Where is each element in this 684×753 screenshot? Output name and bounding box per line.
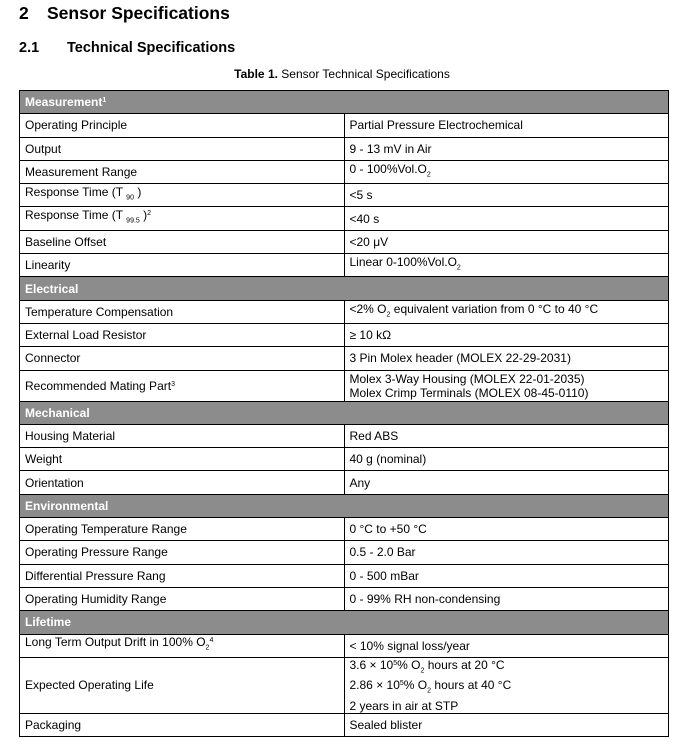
section-row-mechanical (20, 401, 669, 424)
spec-label: Operating Pressure Range (20, 541, 345, 564)
table-row (20, 634, 669, 657)
spec-value: 0 °C to +50 °C (344, 518, 669, 541)
spec-label: Response Time (T $_{99.5}$ )$^2$ (20, 207, 345, 230)
table-row (20, 587, 669, 610)
spec-value: $3.6 \times 10^5\%$ $O_2$ hours at 20 °C $2.86 \times 10^5\%$ $O_2$ hours at 40 °C 2 years in air at STP (344, 657, 669, 713)
spec-label: Connector (20, 347, 345, 370)
table-row (20, 471, 669, 494)
spec-label: Operating Humidity Range (20, 587, 345, 610)
section-title: Sensor Specifications (47, 3, 230, 23)
spec-label: Linearity (20, 254, 345, 277)
caption-label: Table 1. (234, 67, 278, 81)
spec-label: Housing Material (20, 424, 345, 447)
spec-label: Measurement Range (20, 160, 345, 183)
caption-text: Sensor Technical Specifications (281, 67, 450, 81)
spec-value: <5 s (344, 184, 669, 207)
table-row (20, 370, 669, 401)
spec-value: 0.5 - 2.0 Bar (344, 541, 669, 564)
spec-value: Linear $0-100\%Vol.O_2$ (344, 254, 669, 277)
table-row (20, 347, 669, 370)
spec-label: Operating Principle (20, 114, 345, 137)
spec-label: Temperature Compensation (20, 300, 345, 323)
table-row (20, 114, 669, 137)
spec-value: ≥ 10 kΩ (344, 323, 669, 346)
spec-value: Any (344, 471, 669, 494)
section-number: 2 (19, 3, 29, 23)
subsection-heading (19, 40, 235, 56)
table-row (20, 160, 669, 183)
spec-label: Output (20, 137, 345, 160)
spec-label: External Load Resistor (20, 323, 345, 346)
table-row (20, 230, 669, 253)
table-row (20, 424, 669, 447)
spec-value: $0 - 100\%Vol.O_2$ (344, 160, 669, 183)
spec-value: <2% $O_2$ equivalent variation from 0 °C to 40 °C (344, 300, 669, 323)
table-row (20, 713, 669, 736)
spec-label: Baseline Offset (20, 230, 345, 253)
spec-value: Red ABS (344, 424, 669, 447)
table-row (20, 207, 669, 230)
spec-table (19, 90, 669, 737)
spec-value: <40 s (344, 207, 669, 230)
section-title-measurement: Measurement$^1$ (20, 91, 669, 114)
spec-value: 0 - 99% RH non-condensing (344, 587, 669, 610)
table-row (20, 564, 669, 587)
spec-value: < 10% signal loss/year (344, 634, 669, 657)
spec-value: 3 Pin Molex header (MOLEX 22-29-2031) (344, 347, 669, 370)
spec-label: Expected Operating Life (20, 657, 345, 713)
spec-label: Orientation (20, 471, 345, 494)
section-title-environmental: Environmental (20, 494, 669, 517)
spec-value: Sealed blister (344, 713, 669, 736)
spec-label: Packaging (20, 713, 345, 736)
spec-value: Molex 3-Way Housing (MOLEX 22-01-2035) Molex Crimp Terminals (MOLEX 08-45-0110) (344, 370, 669, 401)
section-row-electrical (20, 277, 669, 300)
table-row (20, 300, 669, 323)
subsection-title: Technical Specifications (67, 40, 236, 56)
section-title-electrical: Electrical (20, 277, 669, 300)
table-row (20, 448, 669, 471)
spec-label: Recommended Mating Part$^3$ (20, 370, 345, 401)
section-row-environmental (20, 494, 669, 517)
spec-value: 40 g (nominal) (344, 448, 669, 471)
spec-label: Operating Temperature Range (20, 518, 345, 541)
spec-value: 0 - 500 mBar (344, 564, 669, 587)
table-row (20, 518, 669, 541)
table-row (20, 137, 669, 160)
spec-value: Partial Pressure Electrochemical (344, 114, 669, 137)
table-row (20, 254, 669, 277)
spec-label: Long Term Output Drift in 100% $O_2^4$ (20, 634, 345, 657)
section-title-lifetime: Lifetime (20, 611, 669, 634)
spec-value: 9 - 13 mV in Air (344, 137, 669, 160)
table-row (20, 657, 669, 713)
table-row (20, 541, 669, 564)
section-title-mechanical: Mechanical (20, 401, 669, 424)
spec-label: Differential Pressure Rang (20, 564, 345, 587)
subsection-number: 2.1 (19, 40, 40, 56)
spec-label: Response Time (T $_{90}$ ) (20, 184, 345, 207)
section-row-lifetime (20, 611, 669, 634)
table-row (20, 323, 669, 346)
spec-label: Weight (20, 448, 345, 471)
section-row-measurement (20, 91, 669, 114)
section-heading (19, 3, 230, 24)
table-row (20, 184, 669, 207)
spec-value: <20 μV (344, 230, 669, 253)
table-caption (0, 67, 684, 81)
